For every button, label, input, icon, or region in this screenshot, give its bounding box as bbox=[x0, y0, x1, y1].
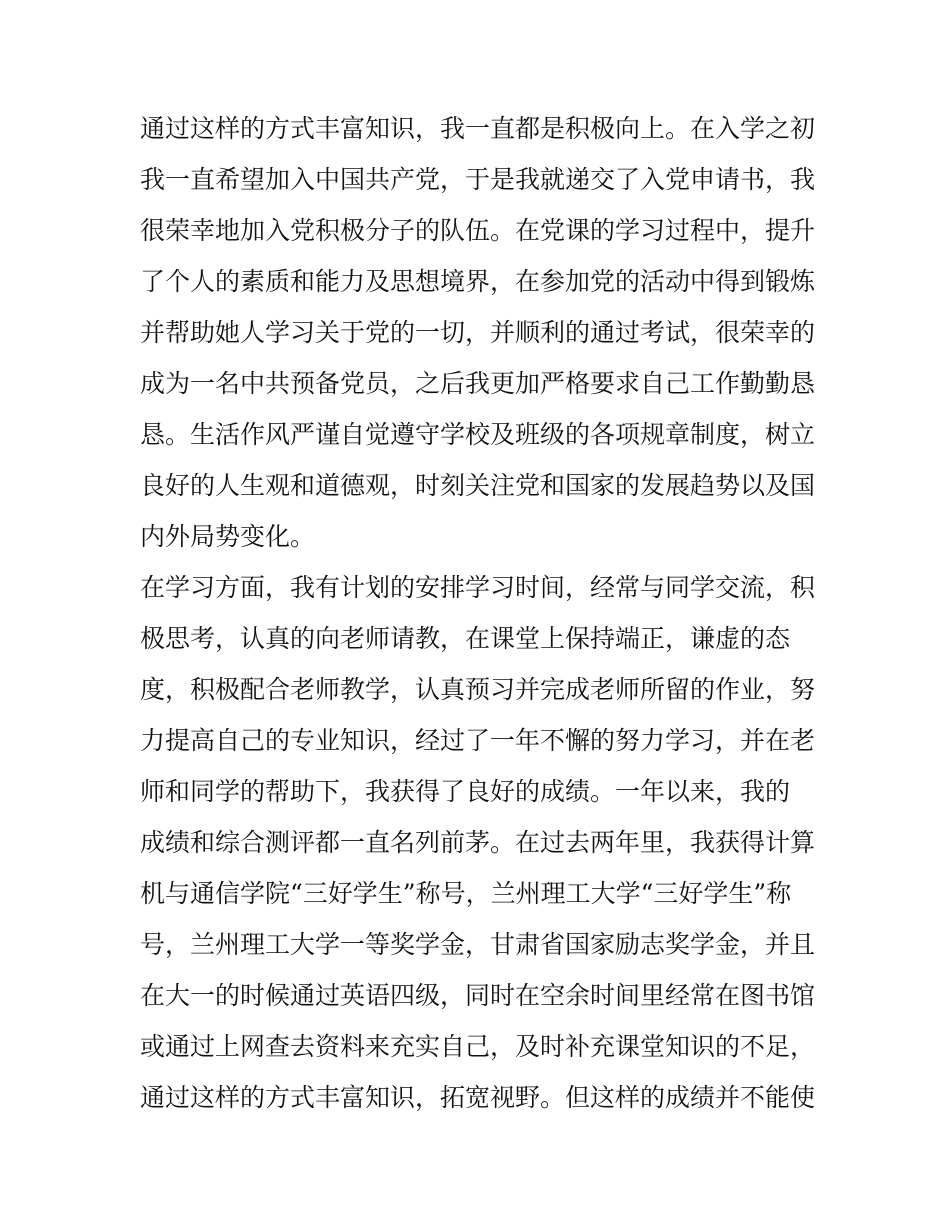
text-line: 力提高自己的专业知识，经过了一年不懈的努力学习，并在老 bbox=[140, 726, 816, 755]
text-line: 我一直希望加入中国共产党，于是我就递交了入党申请书，我 bbox=[140, 165, 816, 194]
text-line: 或通过上网查去资料来充实自己，及时补充课堂知识的不足， bbox=[140, 1032, 816, 1061]
text-line: 通过这样的方式丰富知识，拓宽视野。但这样的成绩并不能使 bbox=[140, 1083, 816, 1112]
text-line: 很荣幸地加入党积极分子的队伍。在党课的学习过程中，提升 bbox=[140, 216, 816, 245]
text-line: 并帮助她人学习关于党的一切，并顺利的通过考试，很荣幸的 bbox=[140, 318, 816, 347]
text-line: 内外局势变化。 bbox=[140, 522, 316, 551]
text-line: 恳。生活作风严谨自觉遵守学校及班级的各项规章制度，树立 bbox=[140, 420, 816, 449]
text-line: 极思考，认真的向老师请教，在课堂上保持端正，谦虚的态 bbox=[140, 624, 791, 653]
text-line: 在大一的时候通过英语四级，同时在空余时间里经常在图书馆 bbox=[140, 981, 816, 1010]
text-line: 成为一名中共预备党员，之后我更加严格要求自己工作勤勤恳 bbox=[140, 369, 816, 398]
text-line: 良好的人生观和道德观，时刻关注党和国家的发展趋势以及国 bbox=[140, 471, 816, 500]
text-line: 度，积极配合老师教学，认真预习并完成老师所留的作业，努 bbox=[140, 675, 816, 704]
text-line: 通过这样的方式丰富知识，我一直都是积极向上。在入学之初 bbox=[140, 114, 816, 143]
body-text bbox=[140, 103, 830, 1123]
text-line: 师和同学的帮助下，我获得了良好的成绩。一年以来，我的 bbox=[140, 777, 791, 806]
text-line: 成绩和综合测评都一直名列前茅。在过去两年里，我获得计算 bbox=[140, 828, 816, 857]
text-line: 号，兰州理工大学一等奖学金，甘肃省国家励志奖学金，并且 bbox=[140, 930, 816, 959]
text-line: 了个人的素质和能力及思想境界，在参加党的活动中得到锻炼 bbox=[140, 267, 816, 296]
text-line: 机与通信学院“三好学生”称号，兰州理工大学“三好学生”称 bbox=[140, 879, 792, 908]
text-line: 在学习方面，我有计划的安排学习时间，经常与同学交流，积 bbox=[140, 573, 816, 602]
